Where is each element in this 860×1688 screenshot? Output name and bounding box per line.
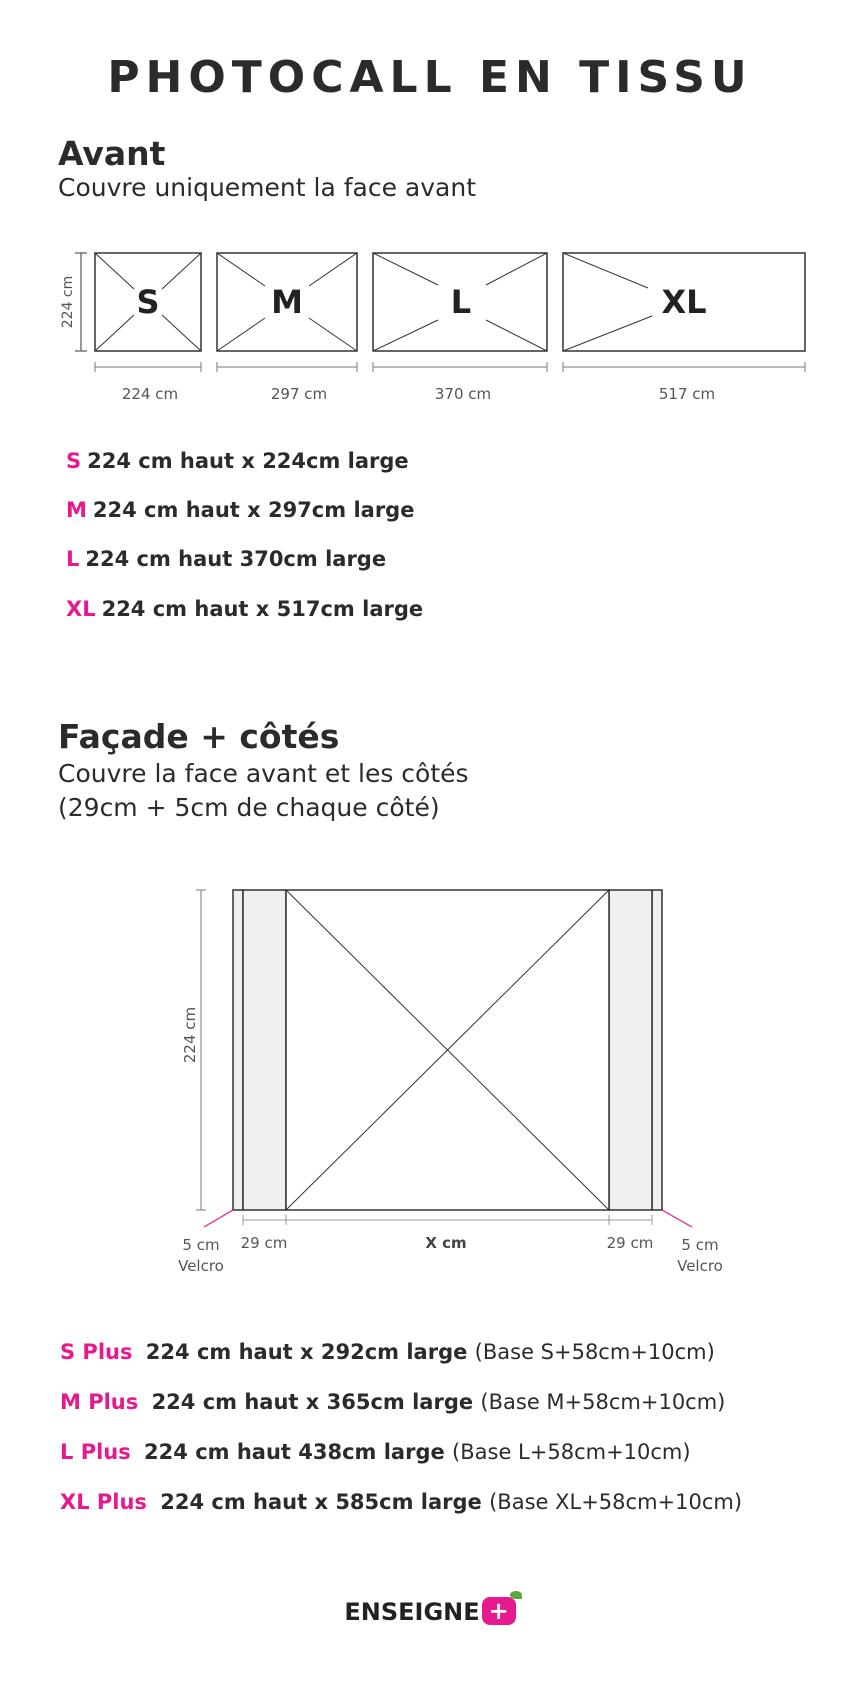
right-velcro-strip bbox=[652, 890, 662, 1210]
spec-xl bbox=[66, 597, 423, 621]
leaf-icon bbox=[510, 1591, 522, 1599]
spec-key: M bbox=[66, 498, 87, 522]
spec-key: M Plus bbox=[60, 1390, 139, 1414]
size-letter-l: L bbox=[450, 283, 472, 321]
spec-note: (Base XL+58cm+10cm) bbox=[489, 1490, 743, 1514]
spec-s-plus bbox=[60, 1340, 715, 1364]
spec-text: 224 cm haut 370cm large bbox=[85, 547, 387, 571]
spec-xl-plus bbox=[60, 1490, 742, 1514]
logo-plus-icon bbox=[482, 1597, 516, 1625]
left-velcro-cm: 5 cm bbox=[182, 1236, 220, 1254]
size-box-xl bbox=[563, 253, 805, 403]
right-side-panel bbox=[609, 890, 652, 1210]
logo-text: ENSEIGNE bbox=[344, 1598, 480, 1626]
avant-sizes-diagram bbox=[0, 240, 860, 403]
size-letter-xl: XL bbox=[661, 283, 707, 321]
left-side-width: 29 cm bbox=[240, 1234, 288, 1252]
spec-key: XL Plus bbox=[60, 1490, 147, 1514]
spec-text: 224 cm haut x 292cm large bbox=[145, 1340, 468, 1364]
size-letter-m: M bbox=[271, 283, 303, 321]
left-side-panel bbox=[243, 890, 286, 1210]
right-velcro-word: Velcro bbox=[677, 1257, 723, 1275]
avant-heading: Avant bbox=[58, 134, 166, 173]
spec-note: (Base L+58cm+10cm) bbox=[452, 1440, 691, 1464]
spec-text: 224 cm haut x 297cm large bbox=[92, 498, 415, 522]
spec-key: XL bbox=[66, 597, 96, 621]
spec-m-plus bbox=[60, 1390, 725, 1414]
spec-l bbox=[66, 547, 386, 571]
brand-logo bbox=[0, 1598, 860, 1626]
size-letter-s: S bbox=[136, 283, 160, 321]
size-box-s bbox=[95, 253, 201, 403]
size-box-l bbox=[373, 253, 547, 403]
spec-key: S Plus bbox=[60, 1340, 133, 1364]
facade-diagram bbox=[0, 880, 860, 1280]
facade-height-label: 224 cm bbox=[181, 1006, 199, 1064]
size-width-xl: 517 cm bbox=[658, 385, 716, 403]
spec-text: 224 cm haut x 365cm large bbox=[151, 1390, 474, 1414]
size-box-m bbox=[217, 253, 357, 403]
spec-l-plus bbox=[60, 1440, 691, 1464]
spec-text: 224 cm haut x 585cm large bbox=[160, 1490, 482, 1514]
spec-note: (Base M+58cm+10cm) bbox=[480, 1390, 726, 1414]
right-side-width: 29 cm bbox=[606, 1234, 654, 1252]
spec-key: S bbox=[66, 449, 82, 473]
spec-m bbox=[66, 498, 414, 522]
spec-s bbox=[66, 449, 409, 473]
size-width-m: 297 cm bbox=[270, 385, 328, 403]
left-velcro-strip bbox=[233, 890, 243, 1210]
spec-text: 224 cm haut x 517cm large bbox=[101, 597, 424, 621]
spec-key: L bbox=[66, 547, 80, 571]
size-width-l: 370 cm bbox=[434, 385, 492, 403]
page-title: PHOTOCALL EN TISSU bbox=[107, 52, 753, 103]
spec-text: 224 cm haut 438cm large bbox=[144, 1440, 445, 1464]
right-velcro-cm: 5 cm bbox=[681, 1236, 719, 1254]
facade-subtitle-line1: Couvre la face avant et les côtés bbox=[58, 759, 469, 788]
facade-subtitle-line2: (29cm + 5cm de chaque côté) bbox=[58, 793, 440, 822]
center-width: X cm bbox=[425, 1234, 467, 1252]
size-width-s: 224 cm bbox=[121, 385, 179, 403]
facade-heading: Façade + côtés bbox=[58, 717, 340, 756]
avant-subtitle: Couvre uniquement la face avant bbox=[58, 173, 476, 202]
spec-text: 224 cm haut x 224cm large bbox=[87, 449, 409, 473]
left-velcro-word: Velcro bbox=[178, 1257, 224, 1275]
spec-key: L Plus bbox=[60, 1440, 131, 1464]
avant-height-label: 224 cm bbox=[60, 275, 76, 329]
logo-plus-symbol: + bbox=[488, 1597, 509, 1625]
spec-note: (Base S+58cm+10cm) bbox=[474, 1340, 715, 1364]
